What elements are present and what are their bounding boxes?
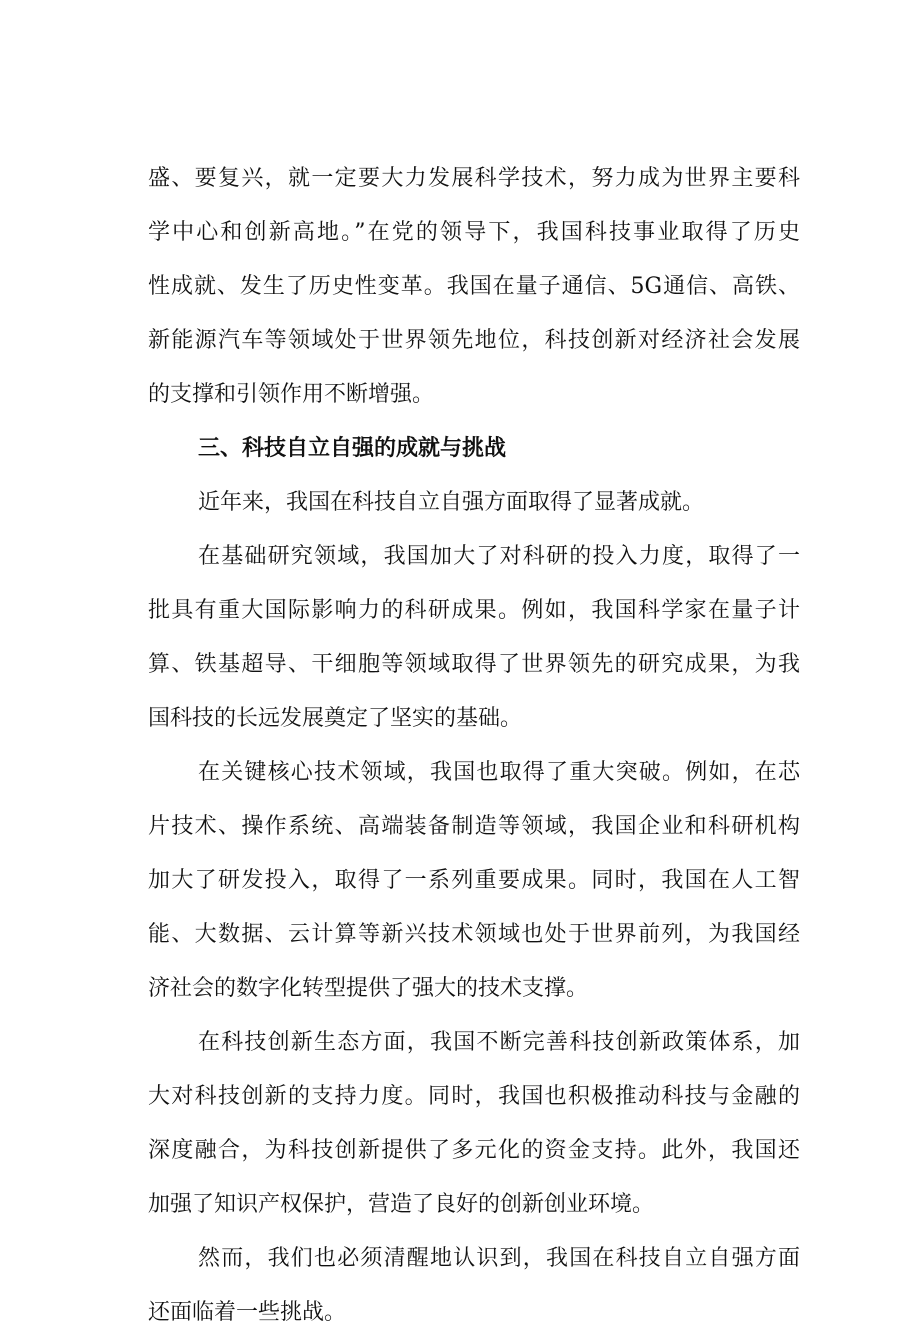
paragraph-line: 在科技创新生态方面，我国不断完善科技创新政策体系，加 xyxy=(198,1030,800,1055)
paragraph-4 xyxy=(148,1016,800,1232)
paragraph-line: 盛、要复兴，就一定要大力发展科学技术，努力成为世界主要科 xyxy=(148,166,800,191)
paragraph-line: 在关键核心技术领域，我国也取得了重大突破。例如，在芯 xyxy=(198,760,800,785)
paragraph-line: 然而，我们也必须清醒地认识到，我国在科技自立自强方面 xyxy=(198,1246,800,1271)
paragraph-line: 性成就、发生了历史性变革。我国在量子通信、5G通信、高铁、 xyxy=(148,274,800,299)
paragraph-line: 新能源汽车等领域处于世界领先地位，科技创新对经济社会发展 xyxy=(148,328,800,353)
paragraph-line: 大对科技创新的支持力度。同时，我国也积极推动科技与金融的 xyxy=(148,1084,800,1109)
section-heading: 三、科技自立自强的成就与挑战 xyxy=(198,436,507,461)
paragraph-line: 批具有重大国际影响力的科研成果。例如，我国科学家在量子计 xyxy=(148,598,800,623)
paragraph-line: 的支撑和引领作用不断增强。 xyxy=(148,382,435,407)
paragraph-line: 学中心和创新高地。”在党的领导下，我国科技事业取得了历史 xyxy=(148,220,800,245)
paragraph-line: 国科技的长远发展奠定了坚实的基础。 xyxy=(148,706,523,731)
paragraph-2 xyxy=(148,530,800,746)
intro-paragraph xyxy=(148,152,800,422)
paragraph-line: 加大了研发投入，取得了一系列重要成果。同时，我国在人工智 xyxy=(148,868,800,893)
paragraph-line: 还面临着一些挑战。 xyxy=(148,1300,347,1325)
paragraph-line: 加强了知识产权保护，营造了良好的创新创业环境。 xyxy=(148,1192,655,1217)
paragraph-line: 深度融合，为科技创新提供了多元化的资金支持。此外，我国还 xyxy=(148,1138,800,1163)
document-body xyxy=(148,152,800,1340)
paragraph-1 xyxy=(148,476,800,530)
paragraph-line: 片技术、操作系统、高端装备制造等领域，我国企业和科研机构 xyxy=(148,814,800,839)
paragraph-line: 在基础研究领域，我国加大了对科研的投入力度，取得了一 xyxy=(198,544,800,569)
paragraph-line: 算、铁基超导、干细胞等领域取得了世界领先的研究成果，为我 xyxy=(148,652,800,677)
paragraph-line: 济社会的数字化转型提供了强大的技术支撑。 xyxy=(148,976,589,1001)
paragraph-5 xyxy=(148,1232,800,1340)
paragraph-line: 近年来，我国在科技自立自强方面取得了显著成就。 xyxy=(198,490,705,515)
paragraph-line: 能、大数据、云计算等新兴技术领域也处于世界前列，为我国经 xyxy=(148,922,800,947)
paragraph-3 xyxy=(148,746,800,1016)
